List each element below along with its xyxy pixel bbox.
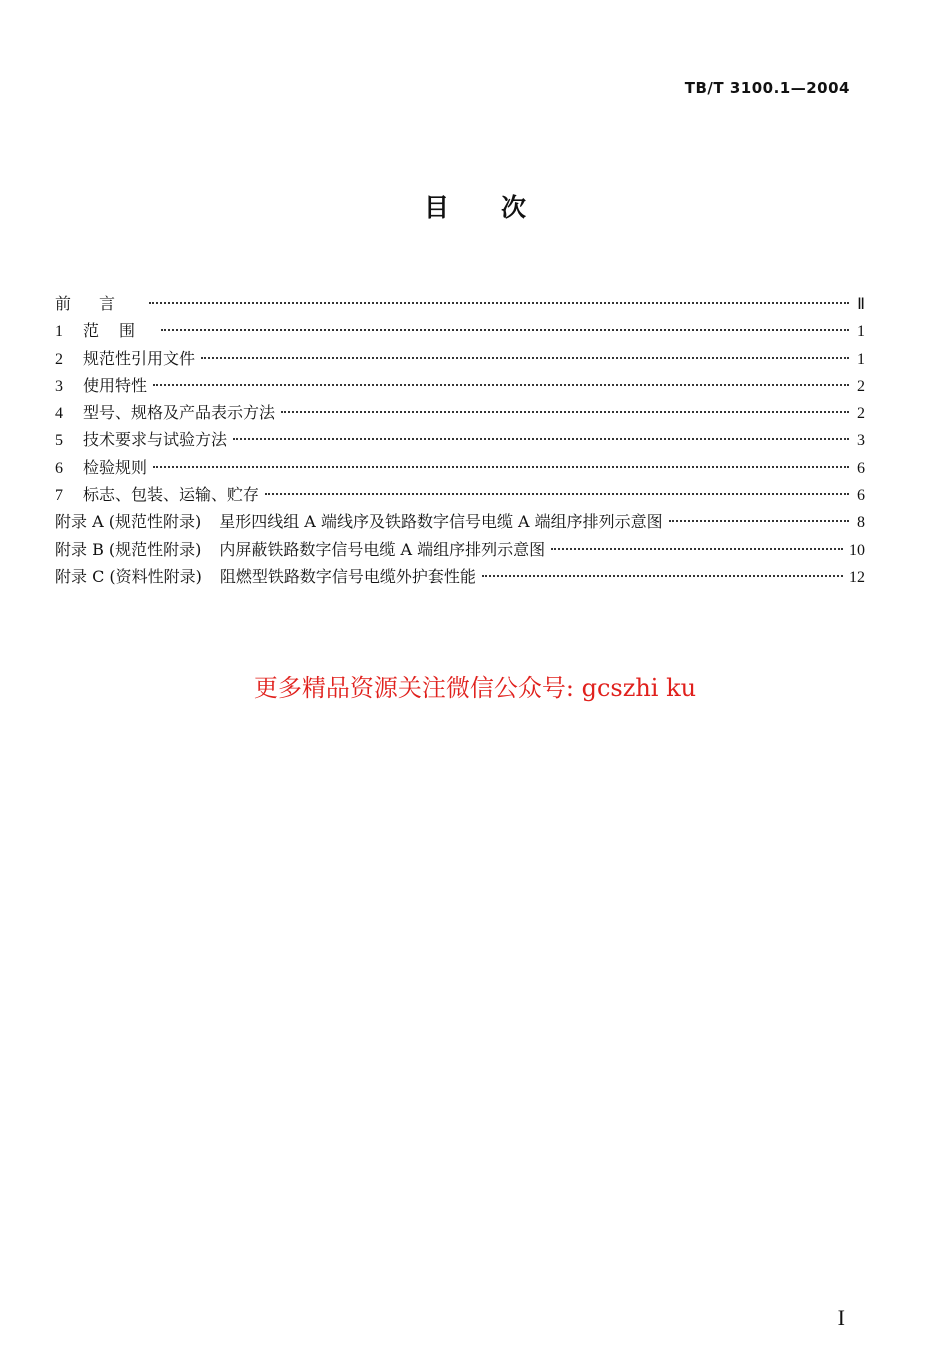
toc-leader-dots — [149, 302, 849, 304]
toc-leader-dots — [201, 357, 849, 359]
toc-entry-number: 5 — [55, 432, 63, 450]
toc-entry-page: 10 — [849, 541, 865, 559]
toc-entry-label: 型号、规格及产品表示方法 — [83, 403, 276, 423]
toc-entry[interactable] — [55, 290, 865, 317]
toc-entry[interactable] — [55, 345, 865, 372]
toc-leader-dots — [551, 548, 843, 550]
document-code: TB/T 3100.1—2004 — [684, 79, 850, 97]
table-of-contents — [55, 290, 865, 590]
toc-leader-dots — [153, 466, 849, 468]
toc-entry-label: 规范性引用文件 — [83, 348, 196, 368]
toc-entry-prefix: 附录 C (资料性附录) — [55, 566, 202, 586]
toc-entry-prefix: 附录 B (规范性附录) — [55, 539, 202, 559]
toc-entry[interactable] — [55, 536, 865, 563]
toc-entry[interactable] — [55, 317, 865, 344]
toc-entry-label: 标志、包装、运输、贮存 — [83, 485, 260, 505]
toc-entry-label: 范围 — [83, 321, 156, 341]
toc-entry-page: 2 — [857, 405, 865, 423]
toc-entry-page: 6 — [857, 487, 865, 505]
toc-entry-number: 7 — [55, 487, 63, 505]
promo-text: 更多精品资源关注微信公众号: gcszhi ku — [253, 674, 697, 702]
toc-entry-page: 1 — [857, 350, 865, 368]
toc-entry-page: 2 — [857, 377, 865, 395]
toc-entry-page: 12 — [849, 568, 865, 586]
toc-title: 目次 — [423, 193, 578, 222]
toc-leader-dots — [482, 575, 843, 577]
toc-entry-label: 阻燃型铁路数字信号电缆外护套性能 — [219, 566, 476, 586]
toc-entry-number: 3 — [55, 377, 63, 395]
toc-leader-dots — [161, 329, 849, 331]
toc-entry-label: 星形四线组 A 端线序及铁路数字信号电缆 A 端组序排列示意图 — [219, 512, 663, 532]
toc-entry-label: 前言 — [55, 294, 144, 313]
toc-entry-prefix: 附录 A (规范性附录) — [55, 512, 202, 532]
toc-entry-number: 2 — [55, 350, 63, 368]
toc-entry[interactable] — [55, 426, 865, 453]
toc-entry-page: 8 — [857, 514, 865, 532]
toc-entry-number: 4 — [55, 405, 63, 423]
toc-entry-page: Ⅱ — [857, 296, 865, 313]
toc-leader-dots — [153, 384, 849, 386]
toc-entry-page: 3 — [857, 432, 865, 450]
toc-entry-page: 6 — [857, 459, 865, 477]
toc-entry-label: 内屏蔽铁路数字信号电缆 A 端组序排列示意图 — [219, 539, 546, 559]
toc-leader-dots — [281, 411, 849, 413]
toc-leader-dots — [233, 438, 849, 440]
toc-entry[interactable] — [55, 454, 865, 481]
toc-leader-dots — [265, 493, 849, 495]
toc-entry-label: 技术要求与试验方法 — [83, 430, 228, 450]
toc-entry-label: 使用特性 — [83, 375, 148, 395]
toc-entry-number: 1 — [55, 323, 63, 341]
toc-leader-dots — [669, 520, 849, 522]
page-number: I — [837, 1305, 845, 1330]
toc-entry-number: 6 — [55, 459, 63, 477]
toc-entry[interactable] — [55, 563, 865, 590]
toc-entry-page: 1 — [857, 323, 865, 341]
toc-entry[interactable] — [55, 508, 865, 535]
toc-entry[interactable] — [55, 481, 865, 508]
toc-entry[interactable] — [55, 372, 865, 399]
toc-entry-label: 检验规则 — [83, 457, 148, 477]
toc-entry[interactable] — [55, 399, 865, 426]
